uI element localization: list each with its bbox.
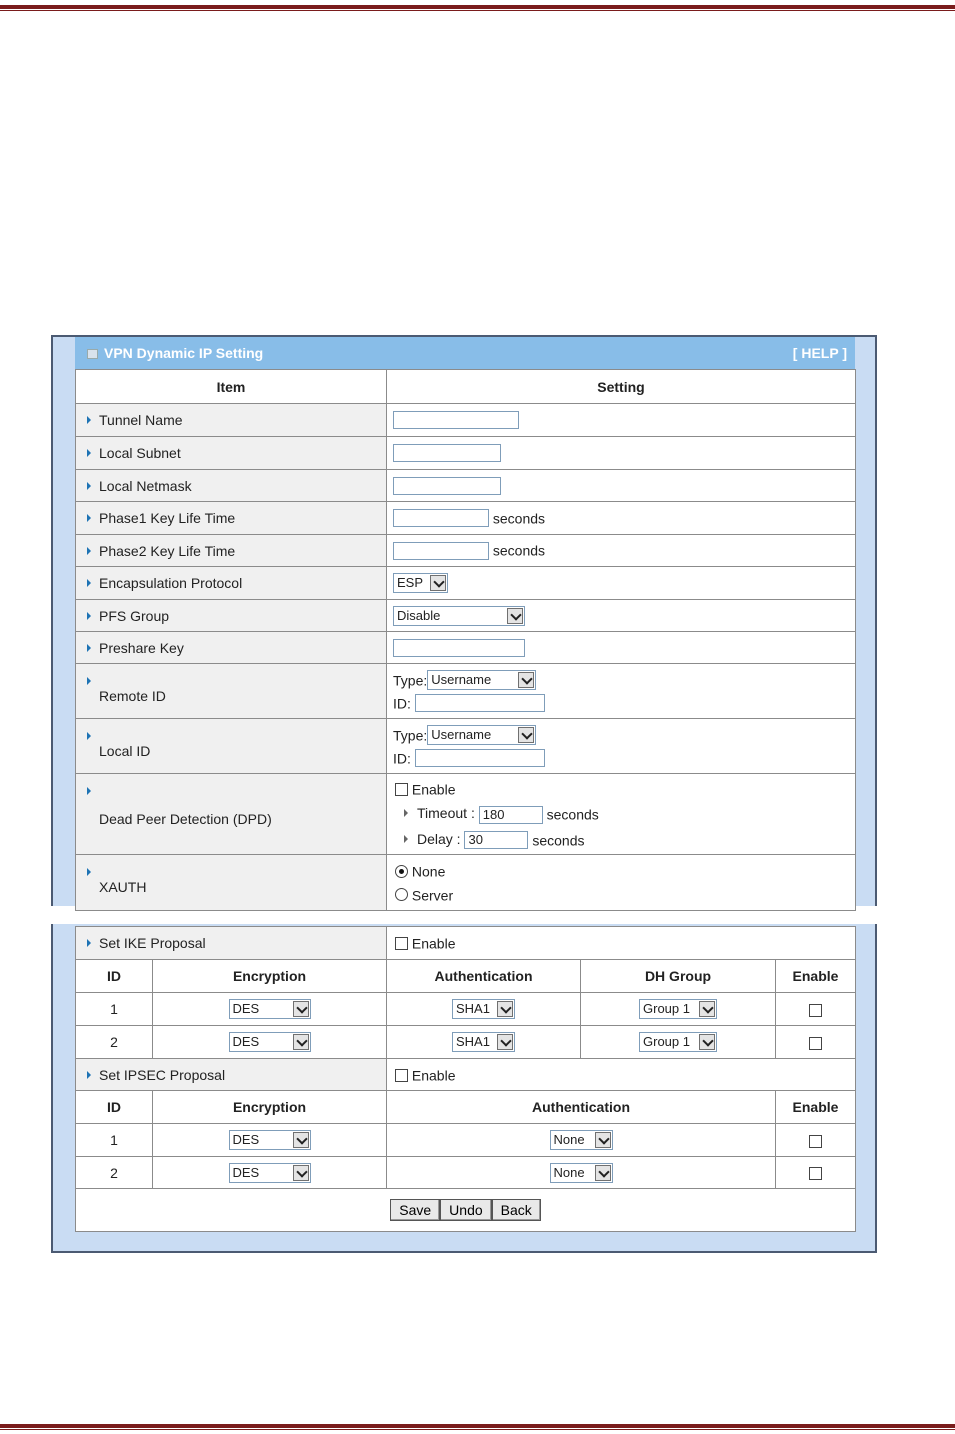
row-local-netmask — [76, 470, 856, 502]
chevron-down-icon — [497, 1001, 513, 1017]
ike-row2-dh-value: Group 1 — [643, 1034, 690, 1049]
ipsec-col-id: ID — [76, 1091, 153, 1124]
undo-button[interactable]: Undo — [440, 1199, 491, 1221]
ike-row1-dh-select[interactable] — [639, 999, 717, 1019]
ipsec-row2-id: 2 — [76, 1157, 153, 1189]
remote-type-select[interactable] — [427, 670, 536, 690]
ike-row2-enable-checkbox[interactable] — [809, 1037, 822, 1050]
ipsec-enable-label: Enable — [411, 1067, 456, 1084]
label-local-subnet: Local Subnet — [76, 437, 387, 470]
phase1-unit: seconds — [492, 510, 546, 527]
table-row — [76, 993, 856, 1026]
save-button[interactable]: Save — [390, 1199, 440, 1221]
row-preshare-key — [76, 632, 856, 664]
vpn-settings-panel-top — [51, 335, 877, 906]
ike-row1-encryption-value: DES — [232, 1001, 260, 1016]
label-remote-id: Remote ID — [76, 664, 387, 719]
column-setting: Setting — [387, 370, 856, 404]
local-type-value: Username — [431, 727, 492, 742]
remote-id-label: ID: — [393, 695, 411, 712]
help-link[interactable]: [ HELP ] — [792, 345, 847, 361]
label-tunnel-name: Tunnel Name — [76, 404, 387, 437]
pfs-group-select[interactable] — [393, 606, 525, 626]
row-tunnel-name — [76, 404, 856, 437]
label-ipsec-proposal: Set IPSEC Proposal — [76, 1059, 387, 1091]
delay-input[interactable]: 30 — [464, 831, 528, 849]
ipsec-enable-checkbox[interactable] — [395, 1069, 408, 1082]
dpd-enable-label: Enable — [411, 781, 456, 798]
table-row — [76, 1157, 856, 1189]
chevron-down-icon — [699, 1034, 715, 1050]
ipsec-row1-id: 1 — [76, 1124, 153, 1157]
chevron-down-icon — [518, 727, 534, 743]
ike-header-row — [76, 960, 856, 993]
chevron-down-icon — [507, 608, 523, 624]
xauth-server-label: Server — [411, 886, 454, 903]
chevron-down-icon — [595, 1132, 611, 1148]
delay-label: Delay : — [401, 831, 461, 847]
ike-row2-id: 2 — [76, 1026, 153, 1059]
encapsulation-select[interactable] — [393, 573, 448, 593]
ike-row1-dh-value: Group 1 — [643, 1001, 690, 1016]
timeout-label: Timeout : — [401, 805, 475, 821]
delay-unit: seconds — [532, 831, 585, 848]
local-subnet-input[interactable] — [393, 444, 501, 462]
row-phase2 — [76, 535, 856, 567]
chevron-down-icon — [293, 1165, 309, 1181]
chevron-down-icon — [518, 672, 534, 688]
chevron-down-icon — [497, 1034, 513, 1050]
ike-col-encryption: Encryption — [153, 960, 387, 993]
chevron-down-icon — [293, 1132, 309, 1148]
ike-col-dh-group: DH Group — [581, 960, 776, 993]
ipsec-col-encryption: Encryption — [153, 1091, 387, 1124]
ike-row2-auth-value: SHA1 — [456, 1034, 490, 1049]
local-id-input[interactable] — [415, 749, 545, 767]
remote-type-value: Username — [431, 672, 492, 687]
label-phase2: Phase2 Key Life Time — [76, 535, 387, 567]
chevron-down-icon — [699, 1001, 715, 1017]
row-local-id — [76, 719, 856, 774]
label-local-netmask: Local Netmask — [76, 470, 387, 502]
top-rule-thin — [0, 10, 955, 11]
ike-enable-checkbox[interactable] — [395, 937, 408, 950]
ike-col-authentication: Authentication — [387, 960, 581, 993]
tunnel-name-input[interactable] — [393, 411, 519, 429]
label-phase1: Phase1 Key Life Time — [76, 502, 387, 535]
ipsec-row1-auth-value: None — [553, 1132, 585, 1147]
row-dpd — [76, 774, 856, 855]
phase2-unit: seconds — [492, 542, 546, 559]
label-encapsulation: Encapsulation Protocol — [76, 567, 387, 600]
ike-row2-dh-select[interactable] — [639, 1032, 717, 1052]
ipsec-col-authentication: Authentication — [387, 1091, 776, 1124]
ipsec-row1-enable-checkbox[interactable] — [809, 1135, 822, 1148]
label-local-id: Local ID — [76, 719, 387, 774]
ipsec-row2-auth-select[interactable] — [550, 1163, 613, 1183]
column-item: Item — [76, 370, 387, 404]
encapsulation-value: ESP — [397, 575, 424, 590]
ike-enable-label: Enable — [411, 935, 456, 952]
label-pfs-group: PFS Group — [76, 600, 387, 632]
row-xauth — [76, 855, 856, 911]
ipsec-row1-encryption-select[interactable] — [229, 1130, 311, 1150]
row-phase1 — [76, 502, 856, 535]
ike-row1-id: 1 — [76, 993, 153, 1026]
row-ike-proposal — [76, 927, 856, 960]
local-type-label: Type: — [393, 727, 428, 743]
proposal-table — [75, 926, 856, 1232]
chevron-down-icon — [595, 1165, 611, 1181]
ike-row1-encryption-select[interactable] — [229, 999, 311, 1019]
bottom-rule — [0, 1424, 955, 1428]
dpd-enable-checkbox[interactable] — [395, 783, 408, 796]
label-preshare-key: Preshare Key — [76, 632, 387, 664]
xauth-none-label: None — [411, 863, 446, 880]
ipsec-row2-auth-value: None — [553, 1164, 585, 1180]
phase1-input[interactable] — [393, 509, 489, 527]
remote-type-label: Type: — [393, 672, 428, 688]
pfs-group-value: Disable — [397, 607, 441, 623]
xauth-none-radio[interactable] — [395, 865, 408, 878]
ike-col-id: ID — [76, 960, 153, 993]
panel-header — [75, 337, 855, 369]
panel-icon — [87, 349, 98, 359]
panel-title: VPN Dynamic IP Setting — [104, 345, 264, 361]
back-button[interactable]: Back — [492, 1199, 541, 1221]
table-header — [76, 370, 856, 404]
label-xauth: XAUTH — [76, 855, 387, 911]
ipsec-row2-enable-checkbox[interactable] — [809, 1167, 822, 1180]
table-row — [76, 1124, 856, 1157]
ipsec-row1-encryption-value: DES — [232, 1132, 260, 1147]
local-id-label: ID: — [393, 750, 411, 767]
ike-row1-enable-checkbox[interactable] — [809, 1004, 822, 1017]
row-ipsec-proposal — [76, 1059, 856, 1091]
bottom-rule-thin — [0, 1429, 955, 1430]
local-type-select[interactable] — [427, 725, 536, 745]
xauth-server-radio[interactable] — [395, 888, 408, 901]
ipsec-row2-encryption-value: DES — [232, 1164, 260, 1180]
local-netmask-input[interactable] — [393, 477, 501, 495]
vpn-settings-panel-bottom — [51, 924, 877, 1253]
chevron-down-icon — [293, 1001, 309, 1017]
ipsec-header-row — [76, 1091, 856, 1124]
settings-table — [75, 369, 856, 911]
button-row — [76, 1189, 856, 1232]
row-pfs-group — [76, 600, 856, 632]
ipsec-row2-encryption-select[interactable] — [229, 1163, 311, 1183]
preshare-key-input[interactable] — [393, 639, 525, 657]
ike-col-enable: Enable — [776, 960, 856, 993]
ike-row1-auth-select[interactable] — [452, 999, 515, 1019]
ike-row1-auth-value: SHA1 — [456, 1001, 490, 1016]
ike-row2-encryption-select[interactable] — [229, 1032, 311, 1052]
ipsec-row1-auth-select[interactable] — [550, 1130, 613, 1150]
row-local-subnet — [76, 437, 856, 470]
timeout-input[interactable]: 180 — [479, 806, 543, 824]
ike-row2-encryption-value: DES — [232, 1034, 260, 1049]
phase2-input[interactable] — [393, 542, 489, 560]
timeout-unit: seconds — [546, 806, 599, 823]
table-row — [76, 1026, 856, 1059]
chevron-down-icon — [293, 1034, 309, 1050]
ike-row2-auth-select[interactable] — [452, 1032, 515, 1052]
ipsec-col-enable: Enable — [776, 1091, 856, 1124]
remote-id-input[interactable] — [415, 694, 545, 712]
row-encapsulation — [76, 567, 856, 600]
label-dpd: Dead Peer Detection (DPD) — [76, 774, 387, 855]
top-rule — [0, 5, 955, 9]
chevron-down-icon — [430, 575, 446, 591]
row-remote-id — [76, 664, 856, 719]
label-ike-proposal: Set IKE Proposal — [76, 927, 387, 960]
